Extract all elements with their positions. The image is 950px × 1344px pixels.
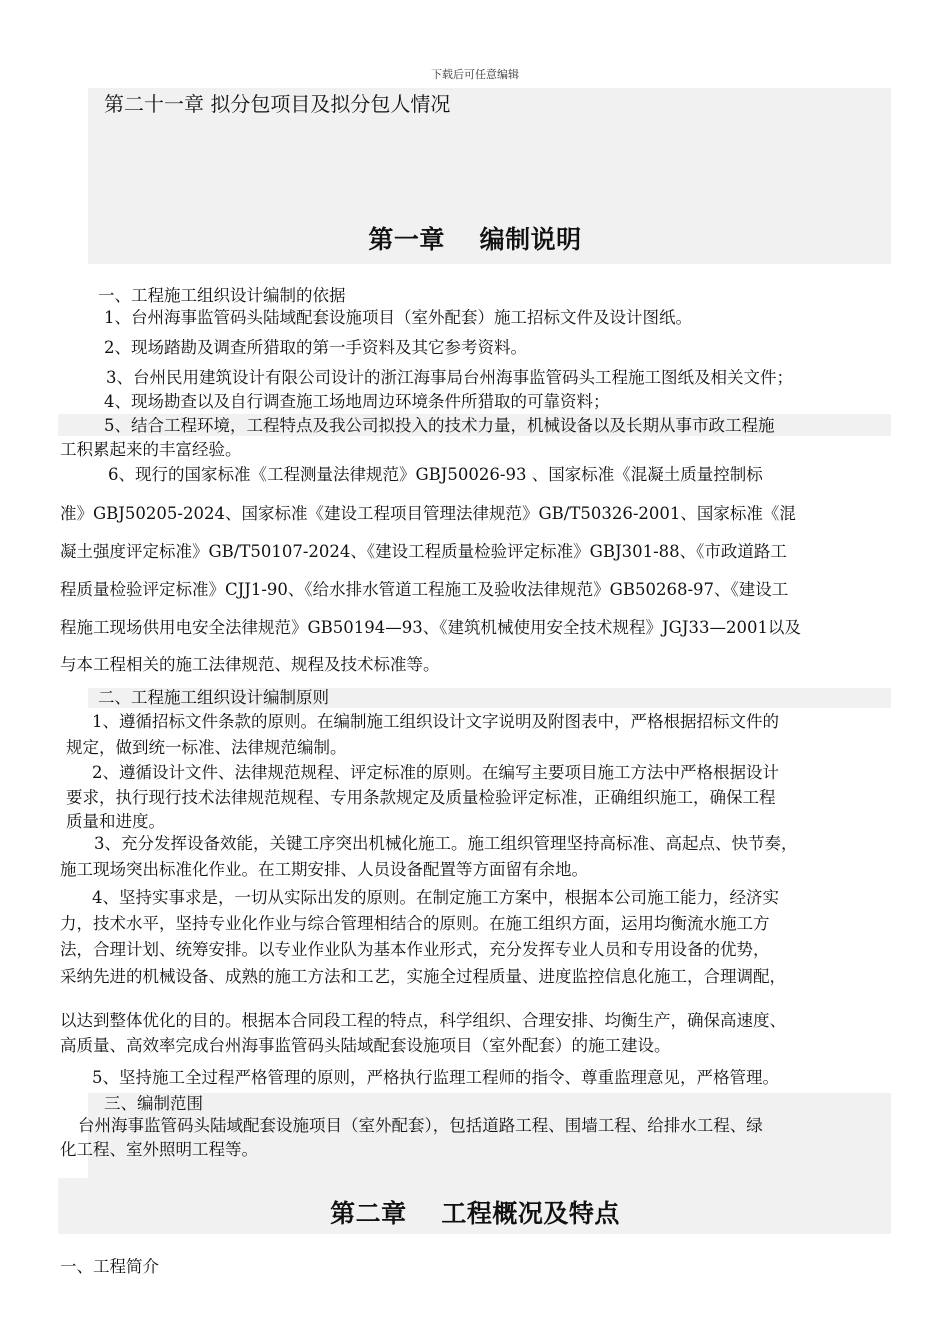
section-1-line: 5、结合工程环境，工程特点及我公司拟投入的技术力量，机械设备以及长期从事市政工程施: [104, 416, 775, 435]
section-2-line: 规定，做到统一标准、法律规范编制。: [66, 738, 347, 757]
chapter-1-title: 第一章 编制说明: [368, 225, 582, 254]
section-1-heading: 一、工程施工组织设计编制的依据: [98, 286, 346, 305]
section-2-line: 以达到整体优化的目的。根据本合同段工程的特点，科学组织、合理安排、均衡生产，确保高速度、: [60, 1011, 786, 1030]
section-1-line: 与本工程相关的施工法律规范、规程及技术标准等。: [60, 655, 440, 674]
section-1-line: 程质量检验评定标准》CJJ1-90、《给水排水管道工程施工及验收法律规范》GB50268-97、《建设工: [60, 580, 789, 599]
section-2-line: 法，合理计划、统筹安排。以专业作业队为基本作业形式，充分发挥专业人员和专用设备的优势，: [60, 940, 770, 959]
section-2-line: 1、遵循招标文件条款的原则。在编制施工组织设计文字说明及附图表中，严格根据招标文件的: [92, 712, 779, 731]
section-2-line: 2、遵循设计文件、法律规范规程、评定标准的原则。在编写主要项目施工方法中严格根据设计: [92, 763, 779, 782]
section-1-line: 程施工现场供用电安全法律规范》GB50194—93、《建筑机械使用安全技术规程》JGJ33—2001以及: [60, 618, 801, 637]
section-1-line: 3、台州民用建筑设计有限公司设计的浙江海事局台州海事监管码头工程施工图纸及相关文件；: [106, 368, 793, 387]
page-header-note: 下载后可任意编辑: [431, 68, 519, 81]
section-2-line: 力，技术水平，坚持专业化作业与综合管理相结合的原则。在施工组织方面，运用均衡流水施工方: [60, 914, 770, 933]
section-3-line: 化工程、室外照明工程等。: [60, 1140, 258, 1159]
section-1-line: 凝土强度评定标准》GB/T50107-2024、《建设工程质量检验评定标准》GBJ301-88、《市政道路工: [60, 542, 787, 561]
section-2-line: 施工现场突出标准化作业。在工期安排、人员设备配置等方面留有余地。: [60, 860, 588, 879]
section-3-line: 台州海事监管码头陆域配套设施项目（室外配套），包括道路工程、围墙工程、给排水工程、绿: [78, 1116, 763, 1135]
section-2-line: 要求，执行现行技术法律规范规程、专用条款规定及质量检验评定标准，正确组织施工，确保工程: [66, 788, 776, 807]
toc-chapter-21: 第二十一章 拟分包项目及拟分包人情况: [104, 92, 451, 116]
section-3-heading: 三、编制范围: [104, 1094, 203, 1113]
section-1-line: 4、现场勘查以及自行调查施工场地周边环境条件所猎取的可靠资料；: [104, 392, 610, 411]
section-2-line: 5、坚持施工全过程严格管理的原则，严格执行监理工程师的指令、尊重监理意见，严格管理。: [92, 1068, 779, 1087]
section-2-heading: 二、工程施工组织设计编制原则: [98, 688, 329, 707]
section-2-line: 3、充分发挥设备效能，关键工序突出机械化施工。施工组织管理坚持高标准、高起点、快节奏，: [94, 834, 798, 853]
section-1-line: 6、现行的国家标准《工程测量法律规范》GBJ50026-93 、国家标准《混凝土质量控制标: [108, 465, 763, 484]
section-1-line: 工积累起来的丰富经验。: [60, 440, 242, 459]
section-2-line: 高质量、高效率完成台州海事监管码头陆域配套设施项目（室外配套）的施工建设。: [60, 1036, 671, 1055]
section-4-heading: 一、工程简介: [60, 1257, 159, 1276]
section-1-line: 1、台州海事监管码头陆域配套设施项目（室外配套）施工招标文件及设计图纸。: [104, 308, 692, 327]
chapter-2-title: 第二章 工程概况及特点: [330, 1199, 620, 1228]
section-1-line: 2、现场踏勘及调查所猎取的第一手资料及其它参考资料。: [104, 338, 527, 357]
section-2-line: 质量和进度。: [66, 812, 165, 831]
section-2-line: 采纳先进的机械设备、成熟的施工方法和工艺，实施全过程质量、进度监控信息化施工，合理调配，: [60, 967, 786, 986]
section-1-line: 准》GBJ50205-2024、国家标准《建设工程项目管理法律规范》GB/T50326-2001、国家标准《混: [60, 504, 796, 523]
section-2-line: 4、坚持实事求是，一切从实际出发的原则。在制定施工方案中，根据本公司施工能力，经济实: [92, 888, 779, 907]
